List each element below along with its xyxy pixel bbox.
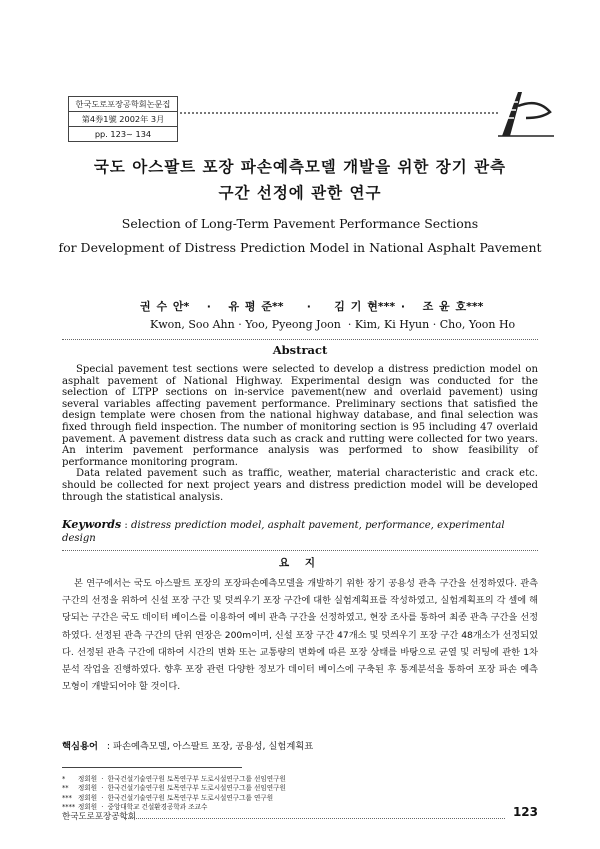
footer-society-name: 한국도로포장공학회 <box>62 812 136 822</box>
korean-summary-heading: 요 지 <box>279 557 321 569</box>
keywords-label: Keywords <box>62 518 122 531</box>
korean-summary-body: 본 연구에서는 국도 아스팔트 포장의 포장파손예측모델을 개발하기 위한 장기 공용성 관측 구간을 선정하였다. 관측 구간의 선정을 위하여 신설 포장 구간 및 덧씌우기 포장 구간에 대한 실험계획표를 작성하였고, 실험계획표의 각 셀에 해당되는 구간은 국도 데이터 베이스를 이용하여 예비 관측 구간을 선정하였고, 현장 조사를 통하여 최종 관측 구간을 선정하였다. 선정된 관측 구간의 단위 연장은 200m이며, 신설 포장 구간 47개소 및 덧씌우기 포장 구간 48개소가 선정되었다. 선정된 관측 구간에 대하여 시간의 변화 또는 교통량의 변화에 따른 포장 상태를 바탕으로 균열 및 러팅에 관한 1차 분석 작업을 진행하였다. 향후 포장 관련 다양한 정보가 데이터 베이스에 구축된 후 통계분석을 통하여 포장 파손 예측 모형이 개발되어야 할 것이다. <box>62 578 538 693</box>
footnote: *** 정회원 · 한국건설기술연구원 토목연구부 도로시설연구그룹 연구원 <box>62 793 274 802</box>
footnote: ** 정회원 · 한국건설기술연구원 토목연구부 도로시설연구그룹 선임연구원 <box>62 784 286 793</box>
abstract-paragraph: Data related pavement such as traffic, weather, material characteristic and crack etc. should be collected for next project years and distress prediction model will be developed through the statistical analysis. <box>62 468 538 503</box>
korean-keywords-label: 핵심용어 <box>62 741 98 752</box>
society-logo-icon <box>496 88 556 138</box>
footnotes <box>62 775 286 813</box>
journal-info-box <box>68 96 178 142</box>
keywords-text: distress prediction model, asphalt pavement, performance, experimental design <box>62 520 505 544</box>
abstract-body <box>62 364 538 503</box>
page-number: 123 <box>512 805 538 819</box>
authors-korean: 권 수 안* · 유 평 준** · 김 기 현*** · 조 윤 호*** <box>140 300 484 313</box>
english-title: Selection of Long-Term Pavement Performance Sections for Development of Distress Prediction Model in National Asphalt Pavement <box>58 216 542 255</box>
journal-issue: 第4券1號 2002年 3月 <box>69 112 177 127</box>
korean-keywords-text: 파손예측모델, 아스팔트 포장, 공용성, 실험계획표 <box>112 741 314 752</box>
footnote: * 정회원 · 한국건설기술연구원 토목연구부 도로시설연구그룹 선임연구원 <box>62 775 286 783</box>
footnote: **** 정회원 · 중앙대학교 건설환경공학과 조교수 <box>62 803 208 812</box>
journal-name: 한국도로포장공학회논문집 <box>69 97 177 112</box>
abstract-top-rule <box>62 339 538 340</box>
footer-dotted-rule <box>124 818 505 819</box>
summary-top-rule <box>62 550 538 551</box>
header-dotted-rule <box>180 112 498 114</box>
authors-english: Kwon, Soo Ahn · Yoo, Pyeong Joon · Kim, Ki Hyun · Cho, Yoon Ho <box>150 318 516 331</box>
korean-title: 국도 아스팔트 포장 파손예측모델 개발을 위한 장기 관측 구간 선정에 관한 연구 <box>93 158 507 202</box>
korean-keywords-line <box>62 738 313 752</box>
korean-keywords-separator: : <box>103 741 113 752</box>
keywords-separator: : <box>121 520 132 531</box>
journal-pages: pp. 123~ 134 <box>94 129 152 139</box>
abstract-paragraph: Special pavement test sections were selected to develop a distress prediction model on asphalt pavement of National Highway. Experimental design was conducted for the selection of LTPP sections on in-service pavement(new and overlaid pavement) using several variables affecting pavement performance. Preliminary sections that satisfied the design template were chosen from the national highway database, and final selection was fixed through field inspection. The number of monitoring section is 95 including 47 overlaid pavement. A pavement distress data such as crack and rutting were collected for two years. An interim pavement performance analysis was performed to show feasibility of performance monitoring program. <box>62 364 538 468</box>
abstract-heading: Abstract <box>272 343 328 357</box>
footnote-rule <box>62 767 242 768</box>
keywords-line <box>62 518 538 545</box>
